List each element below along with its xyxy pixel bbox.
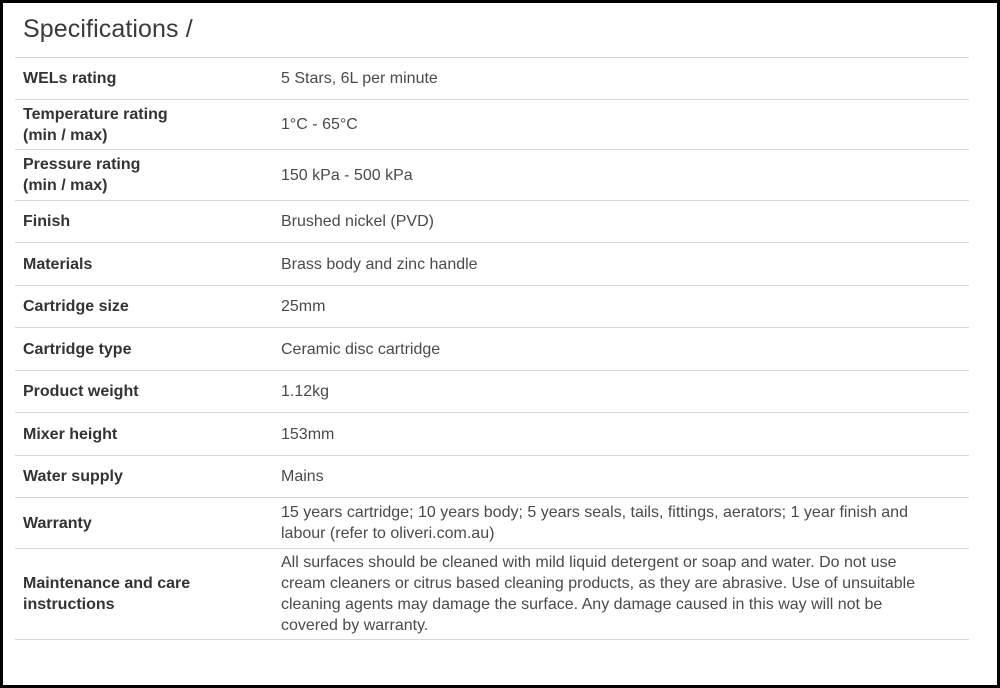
table-row [15,371,969,413]
spec-value: 5 Stars, 6L per minute [281,70,438,87]
specifications-table [15,57,969,640]
spec-label: Materials [23,255,93,273]
spec-value: Brushed nickel (PVD) [281,213,434,230]
spec-label: Mixer height [23,425,118,443]
page-title: Specifications / [23,15,193,43]
table-row [15,58,969,100]
spec-label: Cartridge type [23,340,132,358]
spec-value: 153mm [281,425,335,443]
table-row [15,201,969,243]
table-row [15,456,969,498]
table-row [15,243,969,286]
table-row [15,100,969,150]
spec-value: Mains [281,468,324,485]
spec-value: 1°C - 65°C [281,116,358,133]
table-row [15,286,969,328]
spec-label: Temperature rating (min / max) [23,105,168,144]
table-row [15,413,969,456]
specifications-panel [3,3,997,685]
spec-value: 150 kPa - 500 kPa [281,166,413,184]
table-row [15,328,969,371]
spec-value: Brass body and zinc handle [281,255,478,273]
spec-label: WELs rating [23,70,117,87]
spec-label: Warranty [23,514,92,532]
table-row [15,549,969,640]
spec-value: Ceramic disc cartridge [281,340,441,358]
spec-label: Water supply [23,468,123,485]
spec-label: Pressure rating (min / max) [23,156,141,194]
spec-value: 1.12kg [281,383,330,400]
spec-label: Cartridge size [23,298,129,315]
spec-value: All surfaces should be cleaned with mild liquid detergent or soap and water. Do not use cream cleaners or citrus based cleaning products, as they are abrasive. Use of unsuitable cleaning agents may damage the surface. Any damage caused in this way will not be covered by warranty. [281,554,916,634]
spec-value: 15 years cartridge; 10 years body; 5 years seals, tails, fittings, aerators; 1 year finish and labour (refer to oliveri.com.au) [281,504,908,542]
table-row [15,150,969,201]
spec-label: Product weight [23,383,139,400]
table-row [15,498,969,549]
spec-value: 25mm [281,298,326,315]
spec-label: Maintenance and care instructions [23,575,191,613]
spec-label: Finish [23,213,71,230]
